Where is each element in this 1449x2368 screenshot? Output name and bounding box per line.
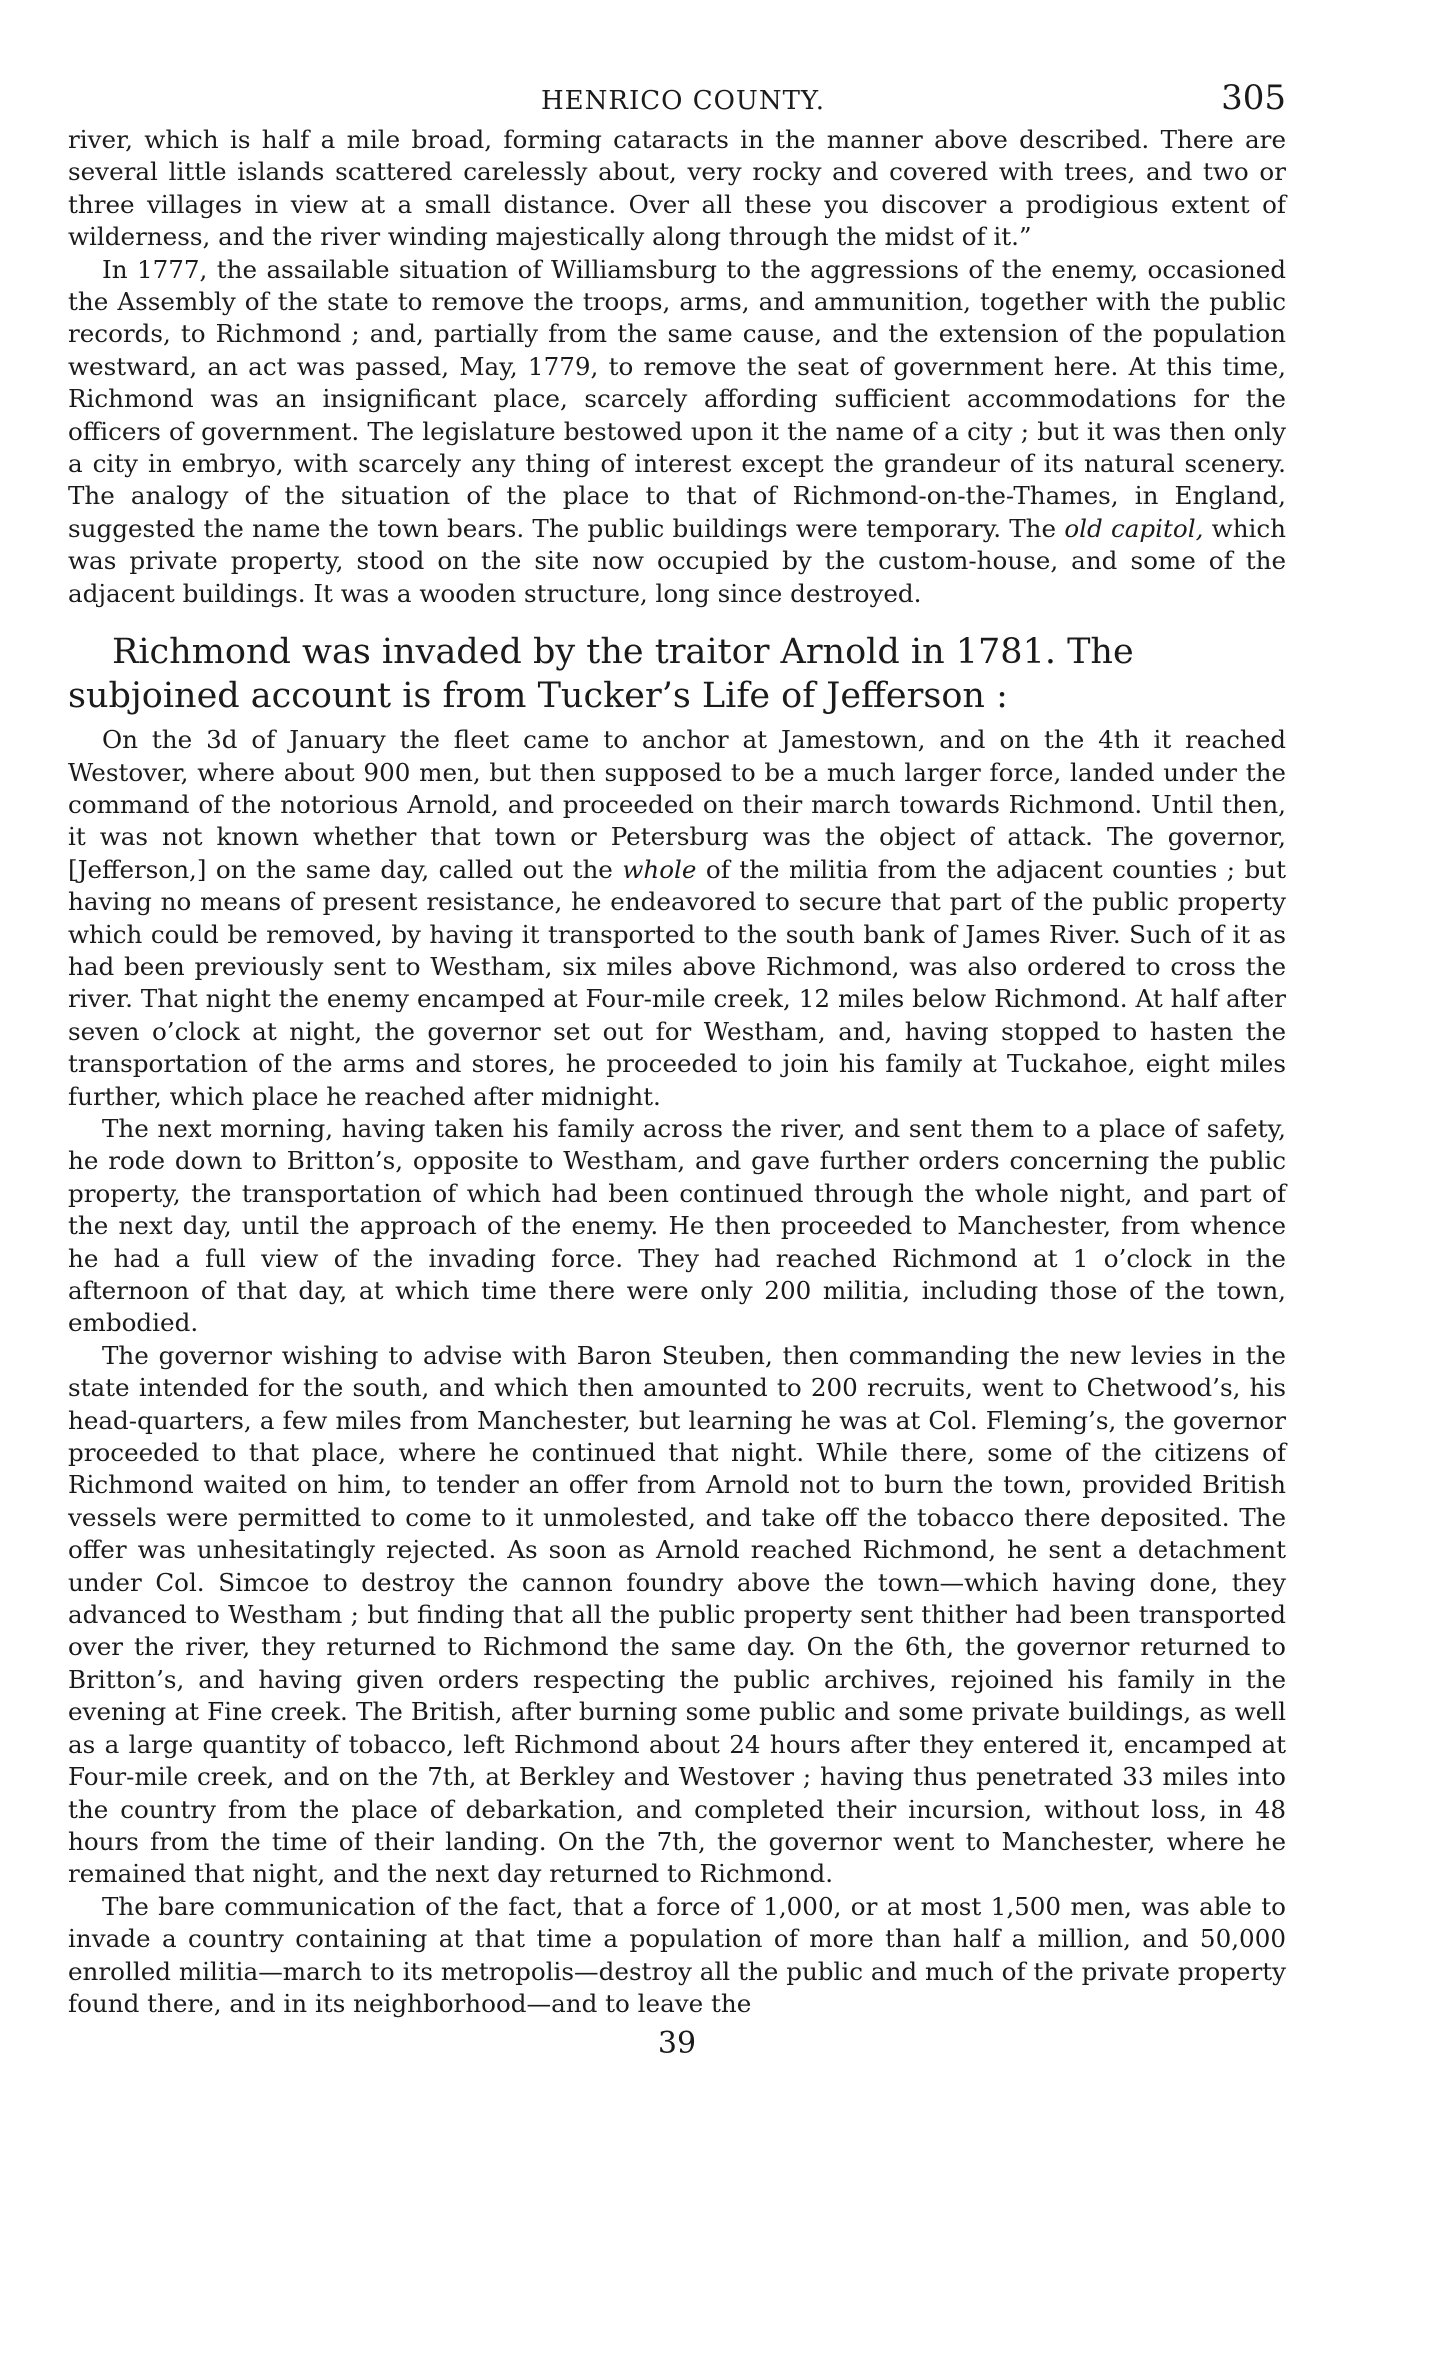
quote-paragraph — [68, 724, 1286, 1113]
paragraph-text: which was private property, stood on the site now occupied by the custom-house, and some of the adjacent buildings. It was a wooden structure, long since destroyed. — [68, 513, 1287, 608]
paragraph-text: of the militia from the adjacent counties ; but having no means of present resistance, he endeavored to secure that part of the public property which could be removed, by having it transported to the south bank of James River. Such of it as had been previously sent to Westham, six miles above Richmond, was also ordered to cross the river. That night the enemy encamped at Four-mile creek, 12 miles below Richmond. At half after seven o’clock at night, the governor set out for Westham, and, having stopped to hasten the transportation of the arms and stores, he proceeded to join his family at Tuckahoe, eight miles further, which place he reached after midnight. — [68, 854, 1287, 1111]
page — [68, 78, 1286, 2061]
paragraph-continuation: river, which is half a mile broad, forming cataracts in the manner above described. There are several little islands scattered carelessly about, very rocky and covered with trees, and two or three villages in view at a small distance. Over all these you discover a prodigious extent of wilderness, and the river winding majestically along through the midst of it.” — [68, 125, 1286, 252]
quote-paragraph: The governor wishing to advise with Baron Steuben, then commanding the new levies in the state intended for the south, and which then amounted to 200 recruits, went to Chetwood’s, his head-quarters, a few miles from Manchester, but learning he was at Col. Fleming’s, the governor proceeded to that place, where he continued that night. While there, some of the citizens of Richmond waited on him, to tender an offer from Arnold not to burn the town, provided British vessels were permitted to come to it unmolested, and take off the tobacco there deposited. The offer was unhesitatingly rejected. As soon as Arnold reached Richmond, he sent a detachment under Col. Simcoe to destroy the cannon foundry above the town—which having done, they advanced to Westham ; but finding that all the public property sent thither had been transported over the river, they returned to Richmond the same day. On the 6th, the governor returned to Britton’s, and having given orders respecting the public archives, rejoined his family in the evening at Fine creek. The British, after burning some public and some private buildings, as well as a large quantity of tobacco, left Richmond about 24 hours after they entered it, encamped at Four-mile creek, and on the 7th, at Berkley and Westover ; having thus penetrated 33 miles into the country from the place of debarkation, and completed their incursion, without loss, in 48 hours from the time of their landing. On the 7th, the governor went to Manchester, where he remained that night, and the next day returned to Richmond. — [68, 1340, 1286, 1889]
body-text — [68, 124, 1286, 610]
quote-paragraph: The bare communication of the fact, that a force of 1,000, or at most 1,500 men, was able to invade a country containing at that time a population of more than half a million, and 50,000 enrolled militia—march to its metropolis—destroy all the public and much of the private property found there, and in its neighborhood—and to leave the — [68, 1891, 1286, 2018]
italic-phrase: old capitol, — [1064, 513, 1204, 543]
running-head: HENRICO COUNTY. — [541, 86, 826, 116]
paragraph-text: In 1777, the assailable situation of Williamsburg to the aggressions of the enemy, occasioned the Assembly of the state to remove the troops, arms, and ammunition, together with the public records, to Richmond ; and, partially from the same cause, and the extension of the population westward, an act was passed, May, 1779, to remove the seat of government here. At this time, Richmond was an insignificant place, scarcely affording sufficient accommodations for the officers of government. The legislature bestowed upon it the name of a city ; but it was then only a city in embryo, with scarcely any thing of interest except the grandeur of its natural scenery. The analogy of the situation of the place to that of Richmond-on-the-Thames, in England, suggested the name the town bears. The public buildings were temporary. The — [68, 254, 1286, 543]
paragraph-text: On the 3d of January the fleet came to anchor at Jamestown, and on the 4th it reached Westover, where about 900 men, but then supposed to be a much larger force, landed under the command of the notorious Arnold, and proceeded on their march towards Richmond. Until then, it was not known whether that town or Petersburg was the object of attack. The governor, [Jefferson,] on the same day, called out the — [68, 725, 1286, 884]
italic-word: whole — [622, 854, 697, 884]
page-header — [68, 78, 1286, 124]
quoted-account — [68, 724, 1286, 2020]
paragraph-richmond-seat — [68, 254, 1286, 610]
section-intro: Richmond was invaded by the traitor Arnold in 1781. The subjoined account is from Tucker’s Life of Jefferson : — [68, 632, 1134, 717]
quote-paragraph: The next morning, having taken his family across the river, and sent them to a place of safety, he rode down to Britton’s, opposite to Westham, and gave further orders concerning the public property, the transportation of which had been continued through the whole night, and part of the next day, until the approach of the enemy. He then proceeded to Manchester, from whence he had a full view of the invading force. They had reached Richmond at 1 o’clock in the afternoon of that day, at which time there were only 200 militia, including those of the town, embodied. — [68, 1113, 1286, 1338]
printer-signature-mark: 39 — [657, 2026, 697, 2062]
page-number: 305 — [1221, 78, 1286, 118]
